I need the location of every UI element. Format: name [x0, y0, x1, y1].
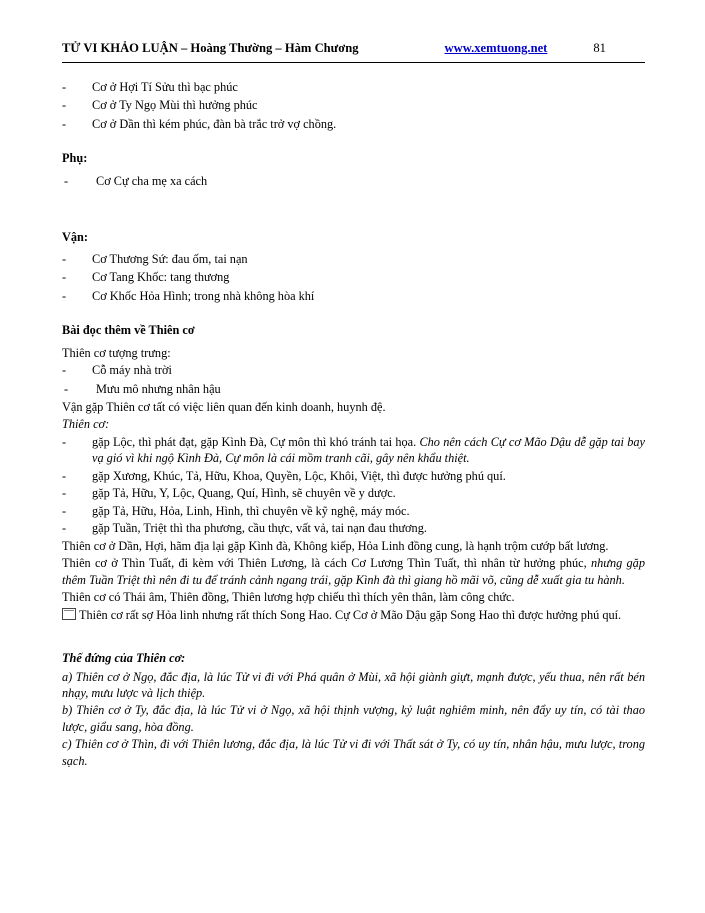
section-spacer	[62, 191, 645, 213]
list-text: gặp Xương, Khúc, Tả, Hữu, Khoa, Quyền, Lộc, Khôi, Việt, thì được hưởng phú quí.	[92, 468, 506, 483]
list-item	[62, 381, 645, 397]
list-item	[62, 97, 645, 113]
list-bullet: -	[62, 434, 67, 449]
phu-list	[62, 173, 645, 189]
the-dung-item-a: a) Thiên cơ ở Ngọ, đắc địa, là lúc Tử vi đi với Phá quân ở Mùi, xã hội giành giựt, mạnh được, yếu thua, nên rất bén nhạy, mưu lược và lịch thiệp.	[62, 669, 645, 700]
list-text: gặp Tả, Hữu, Hỏa, Linh, Hình, thì chuyên về kỹ nghệ, máy móc.	[92, 503, 410, 518]
list-bullet: -	[62, 363, 67, 378]
list-text	[92, 434, 645, 467]
reading-intro: Thiên cơ tượng trưng:	[62, 345, 171, 360]
envelope-icon	[62, 608, 76, 620]
list-bullet: -	[62, 503, 67, 518]
the-dung-item-c: c) Thiên cơ ở Thìn, đi với Thiên lương, đắc địa, là lúc Tử vi đi với Thất sát ở Ty, có uy tín, nhân hậu, mưu lược, trong sạch.	[62, 737, 645, 768]
list-text: Cơ Thương Sứ: đau ốm, tai nạn	[92, 251, 248, 266]
thin-tuat-italic: nhưng gặp thêm Tuần Triệt thì nên đi tu để tránh cảnh ngang trái, gặp Kình đà thì giang hồ mãi võ, cũng dễ xuất gia tu hành.	[62, 556, 645, 587]
combo-item	[62, 520, 645, 536]
combo-item	[62, 434, 645, 467]
list-text: Cỗ máy nhà trời	[92, 363, 172, 378]
top-list	[62, 79, 645, 132]
combo-italic: Cho nên cách Cự cơ Mão Dậu dễ gặp tai bay vạ gió vì khi ngộ Kình Đà, Cự môn là cái mồm tranh cãi, gây nên khẩu thiệt.	[92, 434, 645, 466]
list-item	[62, 116, 645, 132]
combo-item	[62, 503, 645, 519]
section-title-the-dung: Thế đứng của Thiên cơ:	[62, 651, 186, 666]
list-bullet: -	[62, 270, 67, 285]
van-list	[62, 251, 645, 304]
list-item	[62, 362, 645, 378]
thin-tuat-plain: Thiên cơ ở Thìn Tuất, đi kèm với Thiên Lương, là cách Cơ Lương Thìn Tuất, thì nhân từ hưởng phúc,	[62, 556, 591, 571]
section-title-reading: Bài đọc thêm về Thiên cơ	[62, 323, 195, 338]
reading-van-line: Vận gặp Thiên cơ tất có việc liên quan đến kinh doanh, huynh đệ.	[62, 399, 386, 414]
list-bullet: -	[62, 486, 67, 501]
list-text: Cơ ở Hợi Tí Sửu thì bạc phúc	[92, 79, 238, 94]
combo-item	[62, 485, 645, 501]
header-website-link[interactable]: www.xemtuong.net	[444, 41, 548, 55]
combo-plain: gặp Lộc, thì phát đạt, gặp Kình Đà, Cự môn thì khó tránh tai họa.	[92, 434, 420, 449]
reading-paragraph-thin-tuat	[62, 555, 645, 588]
list-item	[62, 79, 645, 95]
list-text: Mưu mô nhưng nhân hậu	[96, 381, 221, 396]
the-dung-item-b: b) Thiên cơ ở Ty, đắc địa, là lúc Tử vi ở Ngọ, xã hội thịnh vượng, kỷ luật nghiêm minh, nên đẩy uy tín, có tài thao lược, giẩu sang, hòa đồng.	[62, 703, 645, 734]
section-title-van: Vận:	[62, 230, 88, 245]
list-item	[62, 173, 645, 189]
reading-paragraph-wingding	[62, 607, 645, 623]
combo-item	[62, 468, 645, 484]
thien-co-label: Thiên cơ:	[62, 417, 110, 432]
list-text: Cơ ở Dần thì kém phúc, đàn bà trắc trở vợ chồng.	[92, 116, 337, 131]
list-item	[62, 251, 645, 267]
list-text: Cơ Khốc Hỏa Hình; trong nhà không hòa khí	[92, 288, 315, 303]
list-text: Cơ Cự cha mẹ xa cách	[96, 173, 208, 188]
section-spacer	[62, 624, 645, 634]
header-divider	[62, 62, 645, 63]
list-text: gặp Tuần, Triệt thì tha phương, cầu thực, vất vả, tai nạn đau thương.	[92, 521, 427, 536]
reading-paragraph: Thiên cơ có Thái âm, Thiên đồng, Thiên lương hợp chiếu thì thích yên thân, làm công chức.	[62, 590, 515, 605]
reading-paragraph: Thiên cơ ở Dần, Hợi, hãm địa lại gặp Kình đà, Không kiếp, Hỏa Linh đồng cung, là hạnh trộm cướp bất lương.	[62, 538, 609, 553]
page-number: 81	[593, 41, 606, 55]
list-text: Cơ Tang Khốc: tang thương	[92, 270, 230, 285]
list-item	[62, 288, 645, 304]
list-bullet: -	[62, 468, 67, 483]
list-bullet: -	[64, 173, 69, 188]
list-text: Cơ ở Ty Ngọ Mùi thì hưởng phúc	[92, 98, 258, 113]
list-bullet: -	[62, 116, 67, 131]
list-bullet: -	[62, 98, 67, 113]
list-text: gặp Tả, Hữu, Y, Lộc, Quang, Quí, Hình, sẽ chuyên về y dược.	[92, 486, 396, 501]
list-item	[62, 269, 645, 285]
list-bullet: -	[62, 288, 67, 303]
section-title-phu: Phụ:	[62, 151, 88, 166]
wing-line-text: Thiên cơ rất sợ Hỏa linh nhưng rất thích Song Hao. Cự Cơ ở Mão Dậu gặp Song Hao thì được hưởng phú quí.	[79, 607, 622, 622]
page-header	[62, 40, 645, 62]
list-bullet: -	[62, 521, 67, 536]
symbol-list	[62, 362, 645, 397]
header-title: TỬ VI KHẢO LUẬN – Hoàng Thường – Hàm Chương	[62, 41, 359, 55]
list-bullet: -	[62, 79, 67, 94]
list-bullet: -	[64, 381, 69, 396]
list-bullet: -	[62, 251, 67, 266]
